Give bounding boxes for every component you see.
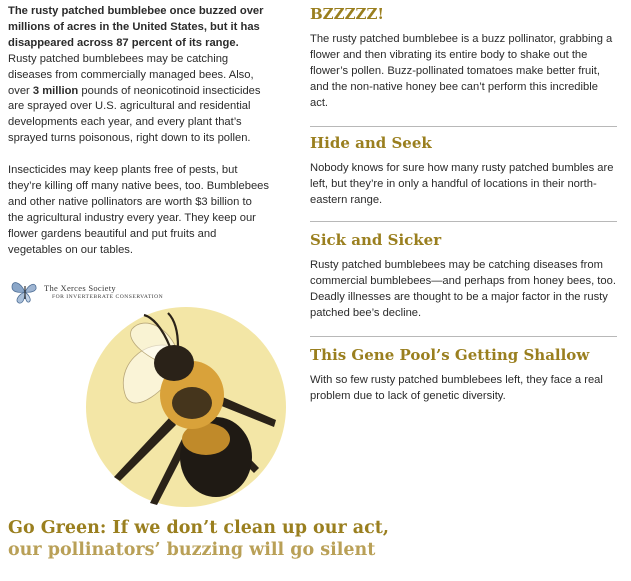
section-hide-and-seek [310,133,616,209]
section-body: With so few rusty patched bumblebees left, they face a real problem due to lack of genetic diversity. [310,374,603,402]
xerces-wordmark [44,283,163,301]
xerces-name: The Xerces Society [44,283,116,293]
insecticides-column [8,163,270,258]
section-title: Hide and Seek [310,134,432,152]
xerces-logo [10,279,210,305]
intro-text-a: Rusty patched bumblebees may be catching diseases from commercially managed bees. Also, over [8,52,254,97]
intro-text-b: pounds of neonicotinoid insecticides are sprayed over U.S. agricultural and residential developments each year, and every plant that’s sprayed turns poisonous, right down to its pollen. [8,84,261,145]
section-body: Nobody knows for sure how many rusty patched bumbles are left, but they’re in only a handful of locations in their north-eastern range. [310,162,614,206]
butterfly-icon [10,279,40,305]
intro-column [8,4,270,147]
section-divider [310,336,617,337]
xerces-tagline: FOR INVERTEBRATE CONSERVATION [52,294,164,300]
section-bzzzzz [310,4,616,112]
intro-paragraph [8,4,270,147]
section-title: BZZZZZ! [310,5,385,23]
section-body: The rusty patched bumblebee is a buzz pollinator, grabbing a flower and then vibrating its entire body to shake out the flower’s pollen. Buzz-pollinated tomatoes make better fruit, and the non-native honey bee can’t perform this incredible act. [310,33,613,109]
insecticides-paragraph: Insecticides may keep plants free of pests, but they’re killing off many native bees, too. Bumblebees and other native pollinators are worth $3 billion to the agricultural industry every year. They keep our flower gardens beautiful and put fruits and vegetables on our tables. [8,164,269,256]
section-divider [310,221,617,222]
headline-line-2: our pollinators’ buzzing will go silent [8,540,376,560]
bumblebee-illustration [74,307,294,512]
section-gene-pool [310,345,616,405]
intro-bold-figure: 3 million [32,84,79,97]
intro-bold-lead: The rusty patched bumblebee once buzzed over millions of acres in the United States, but it has disappeared across 87 percent of its range. [8,5,264,49]
section-body: Rusty patched bumblebees may be catching diseases from commercial bumblebees—and perhaps from honey bees, too. Deadly illnesses are thought to be a major factor in the rusty patched bee’s decline. [310,259,616,319]
section-divider [310,126,617,127]
section-sick-and-sicker [310,230,616,322]
headline-line-1: Go Green: If we don’t clean up our act, [8,518,389,538]
headline [8,517,428,561]
section-title: Sick and Sicker [310,231,442,249]
section-title: This Gene Pool’s Getting Shallow [310,346,590,364]
